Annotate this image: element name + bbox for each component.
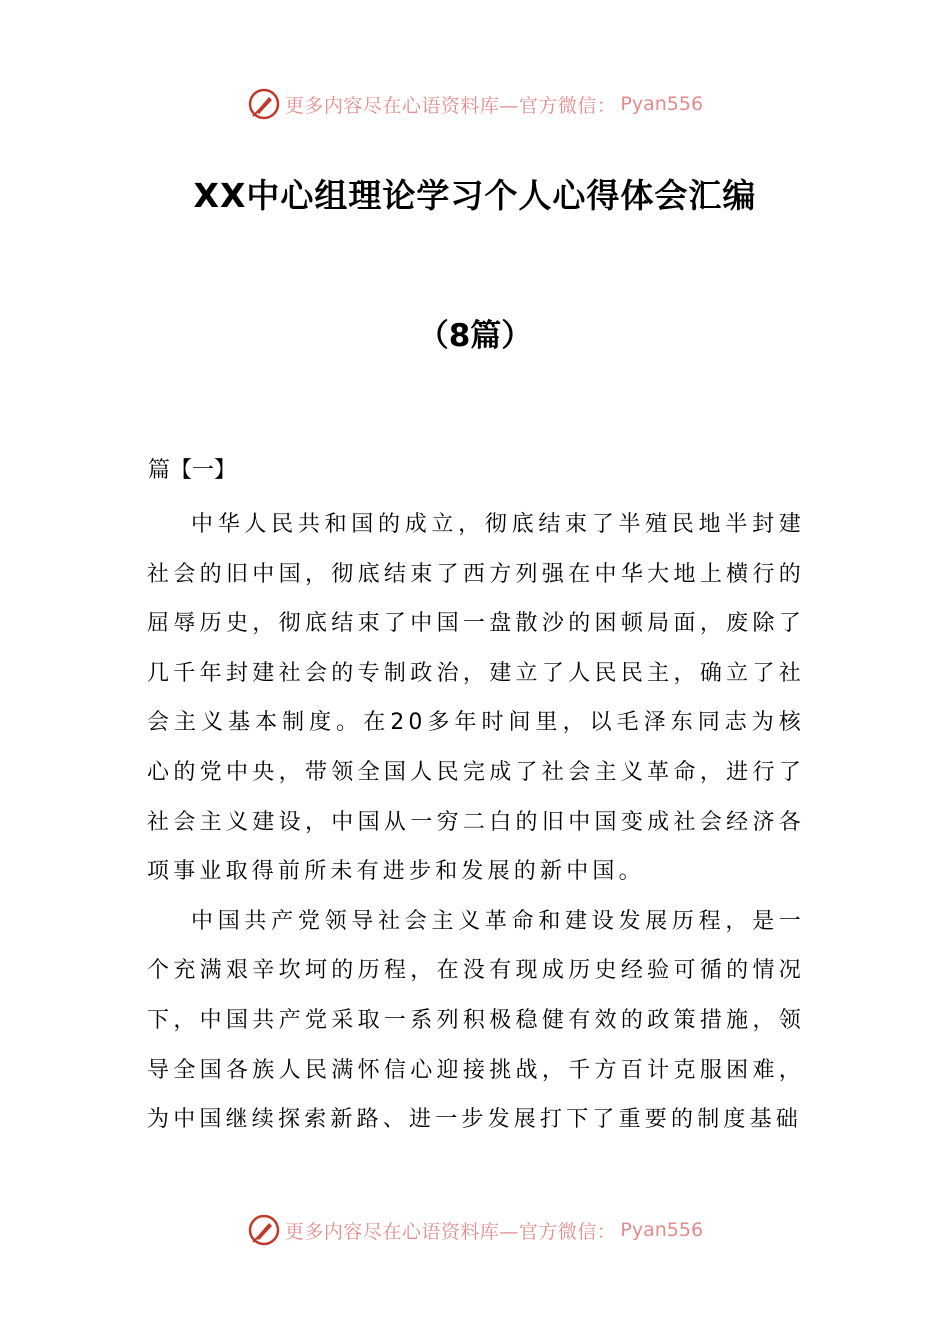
watermark-wechat-id: Pyan556 [620,1219,704,1241]
body-text [147,500,805,1145]
watermark-text: 更多内容尽在心语资料库—官方微信： [284,94,617,117]
paragraph: 中华人民共和国的成立，彻底结束了半殖民地半封建社会的旧中国，彻底结束了西方列强在中华大地上横行的屈辱历史，彻底结束了中国一盘散沙的困顿局面，废除了几千年封建社会的专制政治，建立了人民民主，确立了社会主义基本制度。在20多年时间里，以毛泽东同志为核心的党中央，带领全国人民完成了社会主义革命，进行了社会主义建设，中国从一穷二白的旧中国变成社会经济各项事业取得前所未有进步和发展的新中国。 [147,512,805,885]
document-title: XX中心组理论学习个人心得体会汇编 [193,176,757,215]
pen-logo-icon [247,87,281,121]
document-subtitle: （8篇） [417,318,533,354]
pen-logo-icon [247,1213,281,1247]
watermark-text: 更多内容尽在心语资料库—官方微信： [284,1220,617,1243]
section-label: 篇【一】 [148,458,237,483]
header-watermark [0,84,950,124]
paragraph: 中国共产党领导社会主义革命和建设发展历程，是一个充满艰辛坎坷的历程，在没有现成历史经验可循的情况下，中国共产党采取一系列积极稳健有效的政策措施，领导全国各族人民满怀信心迎接挑战，千方百计克服困难，为中国继续探索新路、进一步发展打下了重要的制度基础 [147,908,805,1133]
watermark-wechat-id: Pyan556 [620,93,704,115]
footer-watermark [0,1210,950,1250]
